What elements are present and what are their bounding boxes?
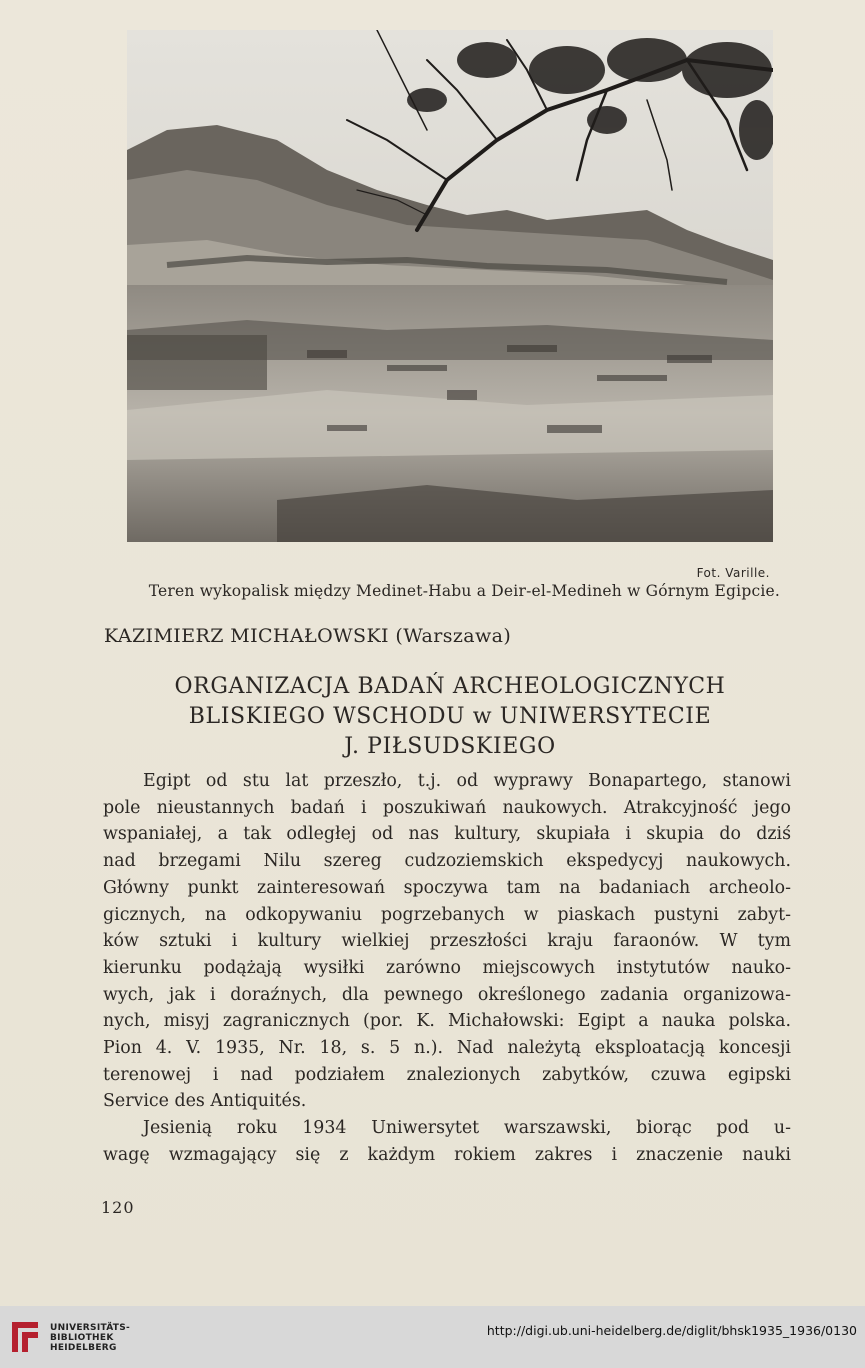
photo-caption: Teren wykopalisk między Medinet-Habu a Deir-el-Medineh w Górnym Egipcie. [148, 582, 780, 600]
library-name: UNIVERSITÄTS- BIBLIOTHEK HEIDELBERG [50, 1323, 131, 1353]
body-line: terenowej i nad podziałem znalezionych zabytków, czuwa egipski [103, 1064, 791, 1085]
body-line: Service des Antiquités. [103, 1091, 307, 1112]
title-line: BLISKIEGO WSCHODU w UNIWERSYTECIE [188, 704, 712, 729]
body-line: Pion 4. V. 1935, Nr. 18, s. 5 n.). Nad należytą eksploatacją koncesji [103, 1038, 791, 1059]
body-line: kierunku podążają wysiłki zarówno miejscowych instytutów nauko- [103, 957, 791, 978]
page-url-link[interactable]: http://digi.ub.uni-heidelberg.de/diglit/bhsk1935_1936/0130 [486, 1323, 857, 1338]
body-line: Jesienią roku 1934 Uniwersytet warszawski, biorąc pod u- [143, 1118, 791, 1139]
body-line: gicznych, na odkopywaniu pogrzebanych w piaskach pustyni zabyt- [103, 904, 791, 925]
body-line: pole nieustannych badań i poszukiwań naukowych. Atrakcyjność jego [103, 797, 791, 818]
library-logo-icon [8, 1316, 44, 1356]
body-line: wspaniałej, a tak odległej od nas kultury, skupiała i skupia do dziś [103, 824, 791, 845]
body-line: Egipt od stu lat przeszło, t.j. od wyprawy Bonapartego, stanowi [143, 771, 791, 791]
body-line: Główny punkt zainteresowań spoczywa tam na badaniach archeolo- [103, 877, 791, 898]
body-line: wych, jak i doraźnych, dla pewnego określonego zadania organizowa- [103, 984, 791, 1005]
excavation-photo [127, 30, 773, 542]
title-line: ORGANIZACJA BADAŃ ARCHEOLOGICZNYCH [174, 674, 726, 699]
body-line: wagę wzmagający się z każdym rokiem zakres i znaczenie nauki [103, 1144, 791, 1165]
article-title [100, 672, 800, 762]
body-line: nych, misyj zagranicznych (por. K. Michałowski: Egipt a nauka polska. [103, 1011, 791, 1032]
body-line: nad brzegami Nilu szereg cudzoziemskich ekspedycyj naukowych. [103, 851, 791, 872]
page-number: 120 [101, 1198, 135, 1217]
photo-credit: Fot. Varille. [696, 566, 770, 580]
article-body [103, 768, 791, 1169]
body-line: ków sztuki i kultury wielkiej przeszłości kraju faraonów. W tym [103, 931, 791, 952]
article-author: KAZIMIERZ MICHAŁOWSKI (Warszawa) [104, 625, 512, 647]
title-line: J. PIŁSUDSKIEGO [344, 734, 556, 759]
digitization-footer [0, 1306, 865, 1368]
